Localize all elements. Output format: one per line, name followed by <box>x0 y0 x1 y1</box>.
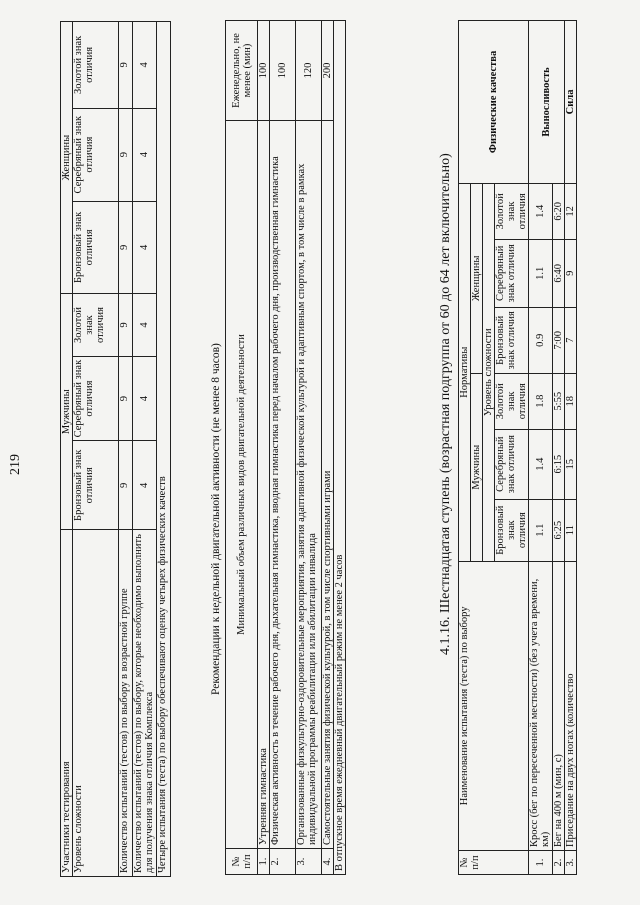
table-cell: 4 <box>133 108 157 201</box>
table-cell: 5:55 <box>553 373 565 429</box>
gold-header: Золотой знак отличия <box>495 183 529 239</box>
difficulty-header: Уровень сложности <box>73 530 119 877</box>
bronze-header: Бронзовый знак отличия <box>495 499 529 561</box>
activity-header: Минимальный объем различных видов двигательной деятельности <box>226 120 258 848</box>
silver-header: Серебряный знак отличия <box>73 108 119 201</box>
row-number: 1. <box>258 849 270 875</box>
level-header: Уровень сложности <box>483 183 495 561</box>
num-header: № п/п <box>226 849 258 875</box>
silver-header: Серебряный знак отличия <box>73 356 119 441</box>
table-cell: 4 <box>133 294 157 357</box>
men-header: Мужчины <box>471 373 483 561</box>
table-test-counts <box>60 21 171 877</box>
table-cell: 6:40 <box>553 239 565 307</box>
name-header: Наименование испытания (теста) по выбору <box>459 561 529 850</box>
gold-header: Золотой знак отличия <box>73 22 119 109</box>
participants-header: Участники тестирования <box>61 530 73 877</box>
table-cell: 9 <box>119 356 133 441</box>
bronze-header: Бронзовый знак отличия <box>495 307 529 373</box>
table-cell: 7:00 <box>553 307 565 373</box>
table-norms <box>458 20 577 875</box>
page-number: 219 <box>8 454 23 475</box>
norms-header: Нормативы <box>459 183 471 561</box>
row-number: 2. <box>270 849 296 875</box>
women-header: Женщины <box>471 183 483 373</box>
table-cell: 6:25 <box>553 499 565 561</box>
activity-title: Рекомендации к недельной двигательной активности (не менее 8 часов) <box>210 343 222 695</box>
section-heading: 4.1.16. Шестнадцатая ступень (возрастная подгруппа от 60 до 64 лет включительно) <box>438 153 453 655</box>
activity-time: 120 <box>296 21 322 121</box>
test-name: Кросс (бег по пересеченной местности) (без учета времени, км) <box>529 561 553 850</box>
men-header: Мужчины <box>61 294 73 530</box>
table-row-label: Количество испытаний (тестов) по выбору, которые необходимо выполнить для получения знака отличия Комплекса <box>133 530 157 877</box>
table-footer: В отпускное время ежедневный двигательный режим не менее 2 часов <box>334 21 346 875</box>
table-weekly-activity <box>225 20 346 875</box>
table-cell: 4 <box>133 356 157 441</box>
table-cell: 18 <box>565 373 577 429</box>
table-cell: 1.1 <box>529 239 553 307</box>
women-header: Женщины <box>61 22 73 294</box>
silver-header: Серебряный знак отличия <box>495 239 529 307</box>
table-cell: 15 <box>565 429 577 499</box>
activity-text: Утренняя гимнастика <box>258 120 270 848</box>
activity-text: Организованные физкультурно-оздоровительные мероприятия, занятия адаптивной физической культурой и адаптивным спортом, в том числе в рамках индивидуальной программы реабилитации или абилитации инвалида <box>296 120 322 848</box>
test-name: Приседание на двух ногах (количество <box>565 561 577 850</box>
table-cell: 4 <box>133 441 157 530</box>
table-cell: 7 <box>565 307 577 373</box>
table-cell: 1.4 <box>529 183 553 239</box>
activity-time: 100 <box>258 21 270 121</box>
row-number: 1. <box>529 851 553 875</box>
row-number: 4. <box>322 849 334 875</box>
table-cell: 1.1 <box>529 499 553 561</box>
row-number: 2. <box>553 851 565 875</box>
activity-text: Самостоятельные занятия физической культурой, в том числе спортивными играми <box>322 120 334 848</box>
quality-header: Физические качества <box>459 21 529 184</box>
table-cell: 4 <box>133 22 157 109</box>
table-cell: 9 <box>565 239 577 307</box>
table-cell: 0.9 <box>529 307 553 373</box>
table-cell: 9 <box>119 294 133 357</box>
table-cell: 11 <box>565 499 577 561</box>
activity-time: 200 <box>322 21 334 121</box>
table-row-label: Количество испытаний (тестов) по выбору в возрастной группе <box>119 530 133 877</box>
table-cell: 6:20 <box>553 183 565 239</box>
row-number: 3. <box>296 849 322 875</box>
table-note: Четыре испытания (теста) по выбору обеспечивают оценку четырех физических качеств <box>157 22 171 877</box>
table-cell: 9 <box>119 108 133 201</box>
table-cell: 12 <box>565 183 577 239</box>
activity-text: Физическая активность в течение рабочего дня, дыхательная гимнастика, вводная гимнастика перед началом рабочего дня, производственная гимнастика <box>270 120 296 848</box>
table-cell: 6:15 <box>553 429 565 499</box>
table-cell: 1.8 <box>529 373 553 429</box>
quality-endurance: Выносливость <box>529 21 565 184</box>
row-number: 3. <box>565 851 577 875</box>
table-cell: 9 <box>119 201 133 294</box>
table-cell: 9 <box>119 441 133 530</box>
time-header: Еженедельно, не менее (мин) <box>226 21 258 121</box>
bronze-header: Бронзовый знак отличия <box>73 201 119 294</box>
activity-time: 100 <box>270 21 296 121</box>
bronze-header: Бронзовый знак отличия <box>73 441 119 530</box>
table-cell: 1.4 <box>529 429 553 499</box>
silver-header: Серебряный знак отличия <box>495 429 529 499</box>
test-name: Бег на 400 м (мин, с) <box>553 561 565 850</box>
num-header: № п/п <box>459 851 529 875</box>
table-cell: 4 <box>133 201 157 294</box>
quality-strength: Сила <box>565 21 577 184</box>
gold-header: Золотой знак отличия <box>73 294 119 357</box>
gold-header: Золотой знак отличия <box>495 373 529 429</box>
table-cell: 9 <box>119 22 133 109</box>
